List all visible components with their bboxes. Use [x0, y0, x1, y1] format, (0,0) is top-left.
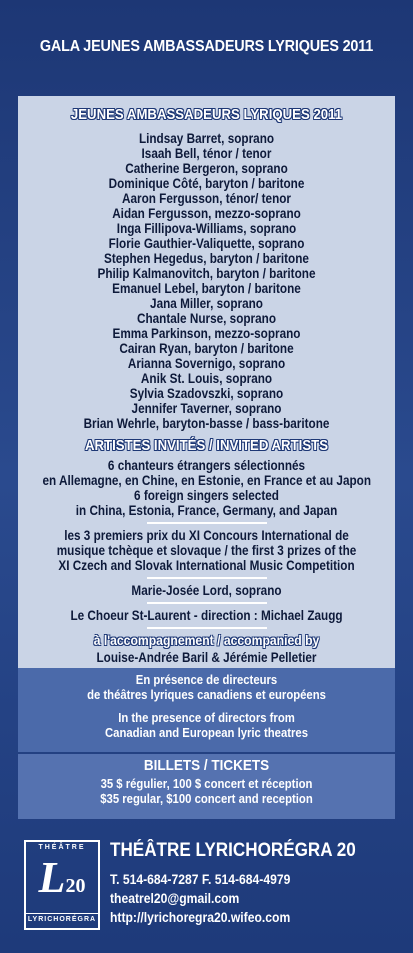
singer-item: Brian Wehrle, baryton-basse / bass-baritone: [83, 416, 330, 431]
divider: [147, 522, 267, 524]
phone-fax: T. 514-684-7287 F. 514-684-4979: [110, 872, 291, 887]
tickets-panel: [18, 754, 395, 819]
soloist: Marie-Josée Lord, soprano: [131, 583, 282, 598]
prize-line: les 3 premiers prix du XI Concours International de: [64, 528, 349, 543]
singer-item: Dominique Côté, baryton / baritone: [108, 176, 305, 191]
accompaniment-heading: à l'accompagnement / accompanied by: [93, 632, 320, 648]
singer-item: Philip Kalmanovitch, baryton / baritone: [97, 266, 316, 281]
singers-list: [18, 131, 395, 431]
singer-item: Lindsay Barret, soprano: [138, 131, 275, 146]
foreign-singers: [18, 458, 395, 518]
accompanists: Louise-Andrée Baril & Jérémie Pelletier: [96, 650, 317, 665]
singer-item: Stephen Hegedus, baryton / baritone: [104, 251, 309, 266]
singer-item: Cairan Ryan, baryton / baritone: [119, 341, 294, 356]
prize-winners: [18, 528, 395, 573]
presence-fr-line: de théâtres lyriques canadiens et européens: [87, 687, 326, 702]
singer-item: Inga Fillipova-Williams, soprano: [116, 221, 297, 236]
foreign-line: 6 foreign singers selected: [134, 488, 279, 503]
presence-fr-line: En présence de directeurs: [135, 672, 278, 687]
singer-item: Aidan Fergusson, mezzo-soprano: [112, 206, 301, 221]
program-panel: [18, 96, 395, 676]
singer-item: Arianna Sovernigo, soprano: [127, 356, 286, 371]
email-link[interactable]: theatrel20@gmail.com: [110, 891, 240, 906]
singer-item: Jennifer Taverner, soprano: [131, 401, 282, 416]
singer-item: Florie Gauthier-Valiquette, soprano: [108, 236, 305, 251]
divider: [147, 602, 267, 604]
theatre-name: THÉÂTRE LYRICHORÉGRA 20: [110, 840, 356, 861]
logo-bottom-text: LYRICHORÉGRA: [26, 913, 98, 923]
presence-en-line: Canadian and European lyric theatres: [104, 725, 309, 740]
logo-mark: [26, 851, 98, 913]
guests-heading: ARTISTES INVITÉS / INVITED ARTISTS: [84, 437, 328, 454]
logo-number: 20: [65, 875, 86, 897]
prize-line: XI Czech and Slovak International Music Competition: [58, 558, 355, 573]
divider: [147, 577, 267, 579]
singer-item: Chantale Nurse, soprano: [136, 311, 277, 326]
singer-item: Catherine Bergeron, soprano: [125, 161, 288, 176]
singer-item: Anik St. Louis, soprano: [140, 371, 273, 386]
singers-heading: JEUNES AMBASSADEURS LYRIQUES 2011: [70, 106, 343, 123]
foreign-line: in China, Estonia, France, Germany, and Japan: [75, 503, 338, 518]
presence-en-line: In the presence of directors from: [118, 710, 295, 725]
page-title: GALA JEUNES AMBASSADEURS LYRIQUES 2011: [39, 38, 374, 55]
singer-item: Sylvia Szadovszki, soprano: [129, 386, 284, 401]
choir: Le Choeur St-Laurent - direction : Michael Zaugg: [70, 608, 343, 623]
singer-item: Isaah Bell, ténor / tenor: [141, 146, 272, 161]
logo-top-text: THÉÂTRE: [38, 844, 86, 851]
foreign-line: 6 chanteurs étrangers sélectionnés: [107, 458, 306, 473]
singer-item: Emma Parkinson, mezzo-soprano: [112, 326, 301, 341]
ticket-price-line: $35 regular, $100 concert and reception: [100, 791, 313, 806]
singer-item: Aaron Fergusson, ténor/ tenor: [121, 191, 292, 206]
divider: [147, 627, 267, 629]
singer-item: Emanuel Lebel, baryton / baritone: [112, 281, 301, 296]
footer: [18, 834, 395, 937]
presence-panel: [18, 668, 395, 752]
prize-line: musique tchèque et slovaque / the first 3 prizes of the: [56, 543, 357, 558]
foreign-line: en Allemagne, en Chine, en Estonie, en France et au Japon: [42, 473, 372, 488]
website-link[interactable]: http://lyrichoregra20.wifeo.com: [110, 910, 291, 925]
theatre-logo: [24, 840, 100, 930]
ticket-price-line: 35 $ régulier, 100 $ concert et réception: [100, 776, 313, 791]
tickets-heading: BILLETS / TICKETS: [143, 757, 270, 774]
logo-letter: L: [38, 853, 66, 902]
singer-item: Jana Miller, soprano: [150, 296, 263, 311]
